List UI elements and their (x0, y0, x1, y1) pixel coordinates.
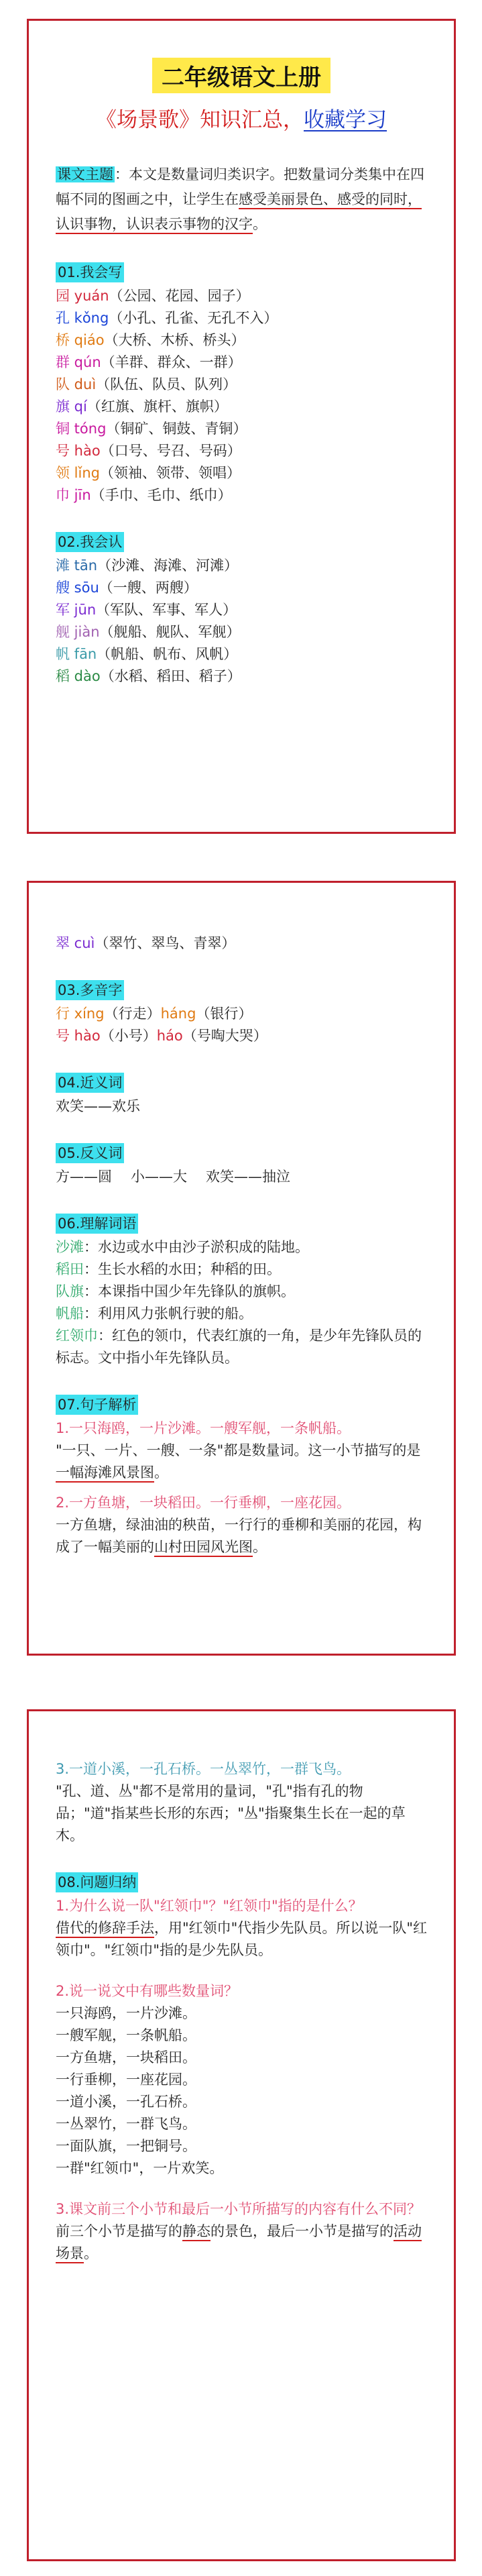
analysis-highlight: 山村田园风光图 (154, 1539, 253, 1555)
section-heading-questions: 08.问题归纳 (56, 1872, 138, 1892)
section-heading-terms: 06.理解词语 (56, 1214, 138, 1234)
char-pinyin: 艘 sōu (56, 580, 99, 596)
antonym-row (56, 1166, 427, 1188)
subtitle-part-a: 《场景歌》知识汇总， (96, 108, 304, 132)
list-item (56, 462, 427, 484)
word-list: （帆船、帆布、风帆） (97, 646, 238, 662)
subtitle-part-b: 收藏学习 (304, 108, 387, 132)
card-vocabulary (27, 19, 456, 834)
list-item: 一艘军舰，一条帆船。 (56, 2027, 196, 2043)
term-item (56, 1281, 427, 1303)
section-heading-synonyms: 04.近义词 (56, 1073, 124, 1093)
term-definition: ：红色的领巾，代表红旗的一角，是少年先锋队员的标志。文中指小年先锋队员。 (56, 1328, 422, 1366)
word-list: （公园、花园、园子） (109, 288, 250, 304)
title-block (56, 21, 427, 133)
list-item (56, 599, 427, 621)
word-list: （舰船、舰队、军舰） (99, 624, 241, 640)
word-list: （一艘、两艘） (99, 580, 198, 596)
answer-highlight: 借代的修辞手法 (56, 1920, 154, 1936)
question-3: 3.课文前三个小节和最后一小节所描写的内容有什么不同？ (56, 2201, 422, 2217)
word-list: （翠竹、翠鸟、青翠） (95, 935, 236, 951)
page-subtitle (56, 103, 427, 133)
answer-highlight: 活动场景 (56, 2223, 422, 2261)
antonym-pair: 方——圆 (56, 1169, 112, 1185)
poly-char: 行 xíng (56, 1006, 105, 1022)
char-pinyin: 领 lǐng (56, 465, 100, 481)
word-list: （小孔、孔雀、无孔不入） (109, 310, 278, 326)
word-list: （铜矿、铜鼓、青铜） (106, 421, 247, 437)
word-list: （沙滩、海滩、河滩） (97, 557, 239, 574)
char-pinyin: 群 qún (56, 354, 101, 370)
list-item (56, 396, 427, 418)
poly-char: 号 hào (56, 1028, 101, 1044)
char-pinyin: 队 duì (56, 376, 97, 392)
card-analysis (27, 881, 456, 1656)
sentence-2-analysis (56, 1514, 427, 1558)
polyphonic-row-1 (56, 1003, 427, 1025)
list-item: 一道小溪，一孔石桥。 (56, 2094, 196, 2110)
word-list: （领袖、领带、领唱） (99, 465, 241, 481)
list-item (56, 932, 427, 955)
word-list: （手巾、毛巾、纸巾） (91, 487, 232, 503)
char-pinyin: 滩 tān (56, 557, 98, 574)
list-item: 一丛翠竹，一群飞鸟。 (56, 2116, 196, 2132)
list-item (56, 643, 427, 665)
list-item: 一面队旗，一把铜号。 (56, 2138, 196, 2154)
antonym-pair: 小——大 (131, 1169, 187, 1185)
word-list: （水稻、稻田、稻子） (100, 668, 241, 684)
answer-2-list (56, 2002, 427, 2180)
term-definition: ：利用风力张帆行驶的船。 (84, 1305, 253, 1322)
poly-word: （银行） (196, 1006, 253, 1022)
word-list: （军队、军事、军人） (96, 602, 237, 618)
char-pinyin: 军 jūn (56, 602, 97, 618)
page-title: 二年级语文上册 (152, 58, 330, 93)
word-list: （口号、号召、号码） (100, 443, 241, 459)
list-item: 一方鱼塘，一块稻田。 (56, 2049, 196, 2065)
theme-paragraph (56, 162, 427, 237)
char-pinyin: 舰 jiàn (56, 624, 100, 640)
list-item (56, 352, 427, 374)
analysis-highlight: 一幅海滩风景图 (56, 1464, 154, 1481)
section-heading-recognize: 02.我会认 (56, 532, 124, 552)
polyphonic-row-2 (56, 1025, 427, 1047)
list-item: 一只海鸥，一片沙滩。 (56, 2005, 196, 2021)
term-definition: ：本课指中国少年先锋队的旗帜。 (84, 1283, 295, 1299)
term-word: 红领巾 (56, 1328, 98, 1344)
question-2: 2.说一说文中有哪些数量词？ (56, 1983, 239, 1999)
theme-text-b: 感受美丽景色、感受的同时，认识事物，认识表示事物的汉字 (56, 191, 422, 232)
sentence-3-analysis: "孔、道、丛"都不是常用的量词，"孔"指有孔的物品；"道"指某些长形的东西；"丛"指聚集生长在一起的草木。 (56, 1783, 406, 1843)
term-definition: ：水边或水中由沙子淤积成的陆地。 (84, 1239, 309, 1255)
char-pinyin: 稻 dào (56, 668, 101, 684)
word-list: （羊群、群众、一群） (101, 354, 242, 370)
word-list: （大桥、木桥、桥头） (104, 332, 245, 348)
answer-highlight: 静态 (182, 2223, 210, 2239)
char-pinyin: 旗 qí (56, 398, 87, 415)
theme-text-c: 。 (253, 216, 267, 232)
question-1: 1.为什么说一队"红领巾"？"红领巾"指的是什么？ (56, 1898, 363, 1914)
poly-word: （行走） (104, 1006, 161, 1022)
list-item: 一行垂柳，一座花园。 (56, 2072, 196, 2088)
word-list: （红旗、旗杆、旗帜） (86, 398, 228, 415)
answer-text: ，用"红领巾"代指少先队员。所以说一队"红领巾"。"红领巾"指的是少先队员。 (56, 1920, 427, 1958)
poly-word: （号啕大哭） (182, 1028, 267, 1044)
recognize-list (56, 555, 427, 688)
synonym-pair: 欢笑——欢乐 (56, 1098, 140, 1114)
sentence-3: 3.一道小溪，一孔石桥。一丛翠竹，一群飞鸟。 (56, 1761, 351, 1777)
answer-1 (56, 1917, 427, 1962)
char-pinyin: 帆 fān (56, 646, 97, 662)
char-pinyin: 桥 qiáo (56, 332, 105, 348)
word-list: （队伍、队员、队列） (96, 376, 237, 392)
term-definition: ：生长水稻的水田；种稻的田。 (84, 1261, 281, 1277)
sentence-1-analysis (56, 1440, 427, 1484)
term-word: 队旗 (56, 1283, 84, 1299)
char-pinyin: 园 yuán (56, 288, 109, 304)
analysis-text: 一方鱼塘，绿油油的秧苗，一行行的垂柳和美丽的花园，构成了一幅美丽的 (56, 1517, 422, 1555)
section-heading-polyphonic: 03.多音字 (56, 980, 124, 1000)
section-heading-write: 01.我会写 (56, 262, 124, 282)
card-questions (27, 1709, 456, 2561)
analysis-text: "一只、一片、一艘、一条"都是数量词。这一小节描写的是 (56, 1442, 421, 1458)
answer-text: 前三个小节是描写的 (56, 2223, 182, 2239)
list-item (56, 418, 427, 440)
term-item (56, 1325, 427, 1369)
term-item (56, 1236, 427, 1258)
list-item (56, 665, 427, 688)
poly-word: （小号） (100, 1028, 157, 1044)
poly-pinyin: háng (160, 1006, 196, 1022)
term-word: 沙滩 (56, 1239, 84, 1255)
list-item (56, 440, 427, 462)
list-item (56, 484, 427, 506)
list-item: 一群"红领巾"，一片欢笑。 (56, 2160, 224, 2176)
list-item (56, 374, 427, 396)
poly-pinyin: háo (156, 1028, 183, 1044)
analysis-end: 。 (253, 1539, 267, 1555)
antonym-pair: 欢笑——抽泣 (206, 1169, 290, 1185)
term-word: 稻田 (56, 1261, 84, 1277)
char-pinyin: 孔 kǒng (56, 310, 109, 326)
theme-label: 课文主题 (57, 166, 113, 182)
list-item (56, 621, 427, 643)
section-heading-antonyms: 05.反义词 (56, 1143, 124, 1163)
term-item (56, 1258, 427, 1281)
section-heading-sentences: 07.句子解析 (56, 1395, 138, 1415)
answer-3 (56, 2220, 427, 2265)
theme-text-a: ：本文是数量词归类识字。把数量词分类集中在四幅不同的图画之中，让学生在 (56, 166, 424, 207)
char-pinyin: 号 hào (56, 443, 101, 459)
write-list (56, 285, 427, 506)
list-item (56, 555, 427, 577)
list-item (56, 307, 427, 329)
answer-end: 。 (84, 2245, 98, 2261)
analysis-end: 。 (154, 1464, 168, 1481)
char-pinyin: 翠 cuì (56, 935, 95, 951)
term-word: 帆船 (56, 1305, 84, 1322)
answer-text: 的景色，最后一小节是描写的 (210, 2223, 394, 2239)
char-pinyin: 铜 tóng (56, 421, 107, 437)
list-item (56, 329, 427, 352)
sentence-2: 2.一方鱼塘，一块稻田。一行垂柳，一座花园。 (56, 1495, 351, 1511)
char-pinyin: 巾 jīn (56, 487, 91, 503)
list-item (56, 577, 427, 599)
term-item (56, 1303, 427, 1325)
list-item (56, 285, 427, 307)
sentence-1: 1.一只海鸥，一片沙滩。一艘军舰，一条帆船。 (56, 1420, 351, 1436)
